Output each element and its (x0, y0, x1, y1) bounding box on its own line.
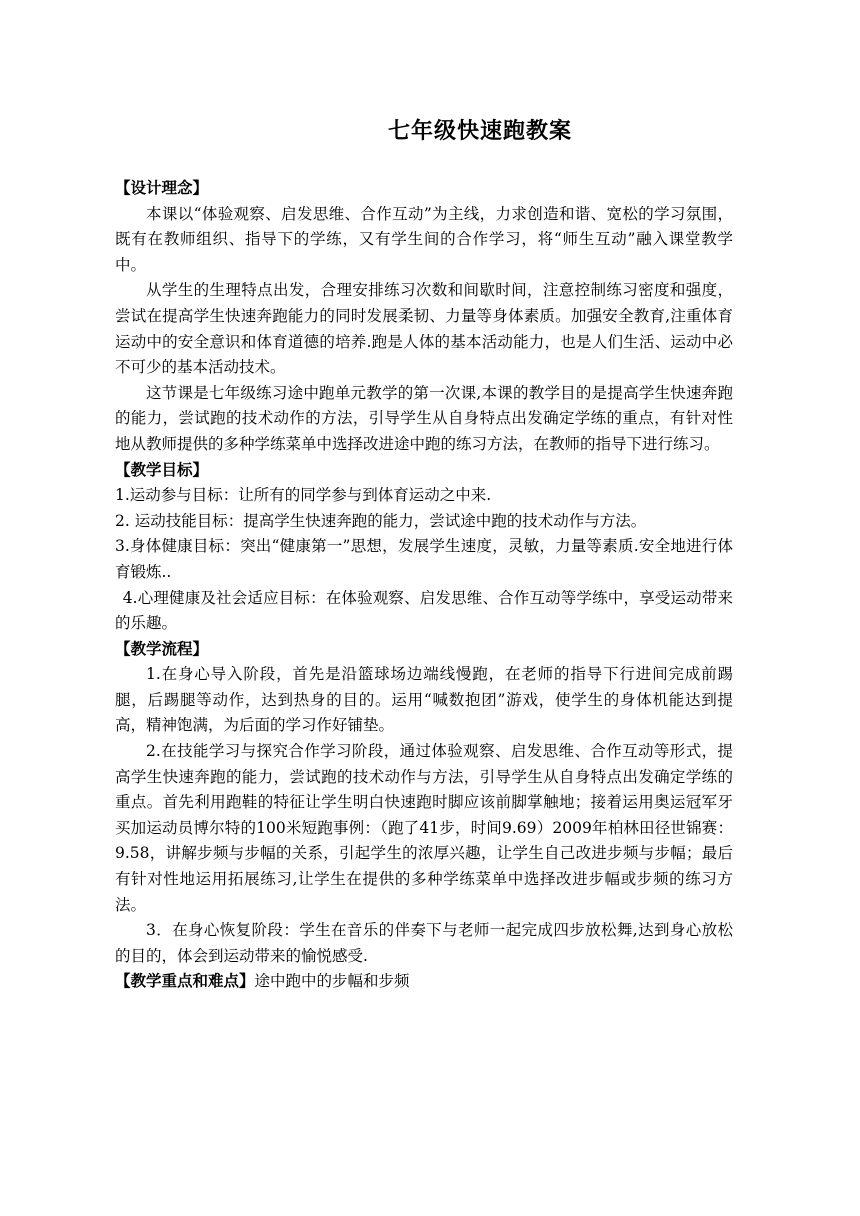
document-body (115, 176, 733, 995)
goal-item: 1.运动参与目标：让所有的同学参与到体育运动之中来. (115, 486, 492, 505)
goal-item: 2. 运动技能目标：提高学生快速奔跑的能力，尝试途中跑的技术动作与方法。 (115, 511, 647, 530)
goal-item: 3.身体健康目标：突出“健康第一”思想，发展学生速度，灵敏，力量等素质.安全地进行体育锻炼.. (115, 537, 733, 581)
document-title: 七年级快速跑教案 (387, 119, 572, 144)
process-paragraph: 3．在身心恢复阶段：学生在音乐的伴奏下与老师一起完成四步放松舞,达到身心放松的目的，体会到运动带来的愉悦感受. (115, 921, 733, 965)
goal-item: 4.心理健康及社会适应目标：在体验观察、启发思维、合作互动等学练中，享受运动带来的乐趣。 (115, 588, 733, 633)
section-heading-process: 【教学流程】 (115, 639, 209, 658)
process-paragraph: 1.在身心导入阶段，首先是沿篮球场边端线慢跑，在老师的指导下行进间完成前踢腿，后踢腿等动作，达到热身的目的。运用“喊数抱团”游戏，使学生的身体机能达到提高，精神饱满，为后面的学习作好铺垫。 (115, 665, 733, 735)
design-paragraph: 这节课是七年级练习途中跑单元教学的第一次课,本课的教学目的是提高学生快速奔跑的能力，尝试跑的技术动作的方法，引导学生从自身特点出发确定学练的重点，有针对性地从教师提供的多种学练菜单中选择改进途中跑的练习方法，在教师的指导下进行练习。 (115, 383, 733, 453)
design-paragraph: 本课以“体验观察、启发思维、合作互动”为主线，力求创造和谐、宽松的学习氛围，既有在教师组织、指导下的学练，又有学生间的合作学习，将“师生互动”融入课堂教学中。 (115, 204, 733, 274)
section-heading-design: 【设计理念】 (115, 179, 209, 197)
section-heading-goals: 【教学目标】 (115, 460, 209, 479)
keypoints-line (115, 969, 733, 995)
keypoints-text: 途中跑中的步幅和步频 (254, 972, 410, 991)
section-heading-keypoints: 【教学重点和难点】 (115, 972, 255, 991)
design-paragraph: 从学生的生理特点出发，合理安排练习次数和间歇时间，注意控制练习密度和强度，尝试在提高学生快速奔跑能力的同时发展柔韧、力量等身体素质。加强安全教育,注重体育运动中的安全意识和体育道德的培养.跑是人体的基本活动能力，也是人们生活、运动中必不可少的基本活动技术。 (115, 281, 733, 377)
process-paragraph: 2.在技能学习与探究合作学习阶段，通过体验观察、启发思维、合作互动等形式，提高学生快速奔跑的能力，尝试跑的技术动作与方法，引导学生从自身特点出发确定学练的重点。首先利用跑鞋的特征让学生明白快速跑时脚应该前脚掌触地；接着运用奥运冠军牙买加运动员博尔特的100米短跑事例：（跑了41步，时间9.69）2009年柏林田径世锦赛：9.58，讲解步频与步幅的关系，引起学生的浓厚兴趣，让学生自己改进步频与步幅；最后有针对性地运用拓展练习,让学生在提供的多种学练菜单中选择改进步幅或步频的练习方法。 (115, 742, 733, 914)
